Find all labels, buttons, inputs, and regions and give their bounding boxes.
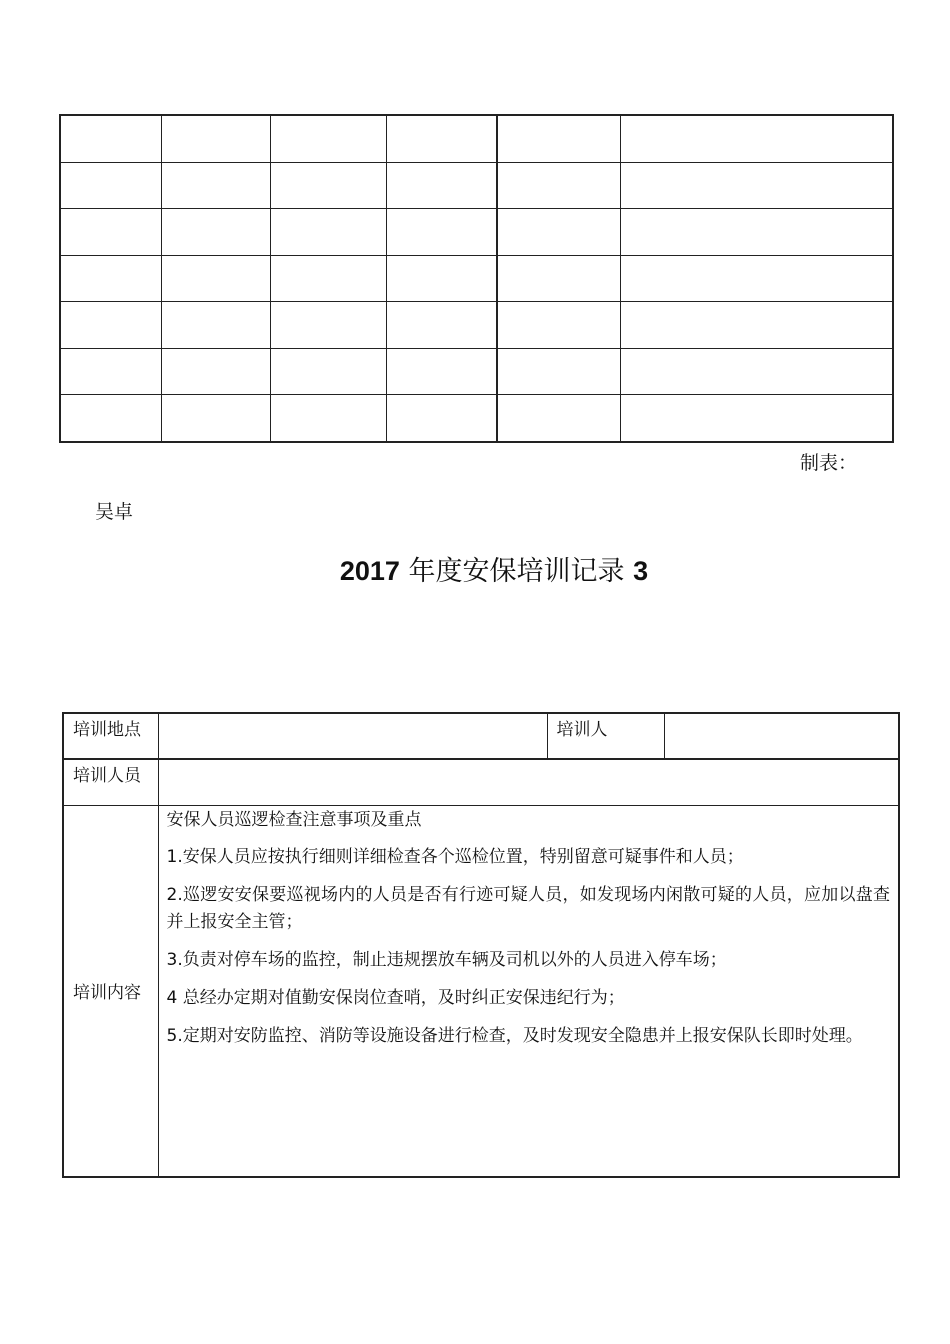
table-row — [60, 348, 893, 395]
table-row — [60, 395, 893, 442]
trainer-value — [664, 713, 899, 759]
training-record-table — [62, 712, 900, 1178]
maker-name: 吴卓 — [95, 501, 134, 523]
trainees-label: 培训人员 — [63, 759, 158, 805]
content-item-2: 2.巡逻安安保要巡视场内的人员是否有行迹可疑人员，如发现场内闲散可疑的人员，应加以盘查并上报安全主管； — [166, 884, 890, 932]
table-row — [60, 255, 893, 302]
table-row — [60, 209, 893, 256]
content-item-4: 4 总经办定期对值勤安保岗位查哨，及时纠正安保违纪行为； — [166, 987, 625, 1008]
content-cell — [158, 805, 899, 1177]
title-year: 2017 — [339, 556, 400, 586]
title-text: 年度安保培训记录 — [408, 556, 625, 587]
content-label: 培训内容 — [63, 805, 158, 1177]
content-item-5: 5.定期对安防监控、消防等设施设备进行检查，及时发现安全隐患并上报安保队长即时处理。 — [166, 1025, 863, 1046]
location-label: 培训地点 — [63, 713, 158, 759]
maker-label: 制表： — [800, 452, 858, 474]
table-row — [63, 759, 899, 805]
table-row — [60, 162, 893, 209]
location-value — [158, 713, 547, 759]
page-title — [0, 552, 950, 591]
trainees-value — [158, 759, 899, 805]
content-heading: 安保人员巡逻检查注意事项及重点 — [166, 809, 422, 830]
blank-grid-table — [59, 114, 894, 443]
title-number: 3 — [633, 556, 649, 586]
table-row — [63, 805, 899, 1177]
table-row — [60, 302, 893, 349]
content-item-1: 1.安保人员应按执行细则详细检查各个巡检位置，特别留意可疑事件和人员； — [166, 846, 744, 867]
trainer-label: 培训人 — [547, 713, 664, 759]
table-row — [60, 115, 893, 162]
table-row — [63, 713, 899, 759]
content-item-3: 3.负责对停车场的监控，制止违规摆放车辆及司机以外的人员进入停车场； — [166, 949, 727, 970]
